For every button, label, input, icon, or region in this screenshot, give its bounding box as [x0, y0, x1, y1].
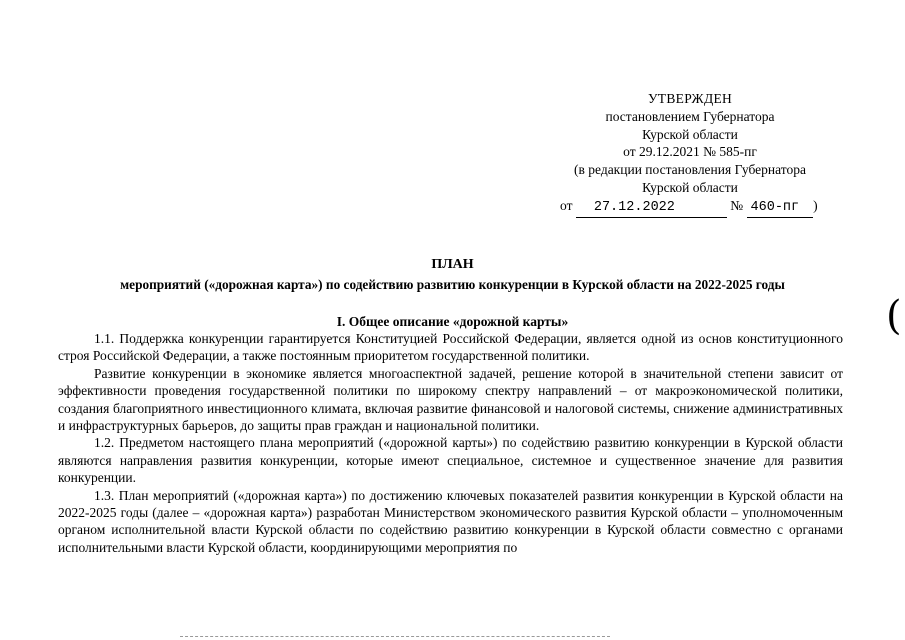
scan-artifact-line: [180, 636, 610, 638]
approval-block: [520, 90, 860, 218]
paragraph-1-2: 1.2. Предметом настоящего плана мероприятий («дорожной карты») по содействию развитию конкуренции в Курской области являются направления развития конкуренции, которые имеют специальное, системное и существенное значение для развития конкуренции.: [58, 435, 843, 486]
approval-line-3: от 29.12.2021 № 585-пг: [623, 144, 757, 160]
margin-bracket-mark: (: [886, 293, 902, 339]
approval-title: УТВЕРЖДЕН: [647, 91, 733, 106]
paragraph-1-3: 1.3. План мероприятий («дорожная карта») по достижению ключевых показателей развития конкуренции в Курской области на 2022-2025 годы (далее – «дорожная карта») разработан Министерством экономического развития Курской области – уполномоченным органом исполнительной власти Курской области по содействию развитию конкуренции в Курской области совместно с органами исполнительными власти Курской области, координирующими мероприятия по: [58, 487, 843, 555]
amendment-date: 27.12.2022: [576, 199, 727, 218]
section-heading: I. Общее описание «дорожной карты»: [336, 314, 569, 329]
amendment-line: [560, 197, 860, 218]
approval-line-2: Курской области: [642, 126, 738, 142]
amendment-number-sign: №: [730, 197, 744, 213]
section-body: [58, 330, 843, 556]
plan-subtitle: мероприятий («дорожная карта») по содействию развитию конкуренции в Курской области на 2022-2025 годы: [120, 277, 785, 292]
approval-line-1: постановлением Губернатора: [605, 108, 775, 124]
amendment-number: 460-пг: [747, 199, 814, 218]
plan-title: ПЛАН: [431, 257, 474, 272]
amendment-close-paren: ): [813, 197, 818, 213]
approval-line-5: Курской области: [642, 179, 738, 195]
paragraph-competition: Развитие конкуренции в экономике является многоаспектной задачей, решение которой в значительной степени зависит от эффективности проведения государственной политики по широкому спектру направлений – от макроэкономической политики, создания благоприятного инвестиционного климата, включая развитие финансовой и налоговой системы, снижение административных и инфраструктурных барьеров, до защиты прав граждан и национальной политики.: [58, 365, 843, 434]
amendment-prefix: от: [560, 197, 573, 213]
approval-line-4: (в редакции постановления Губернатора: [574, 162, 806, 178]
paragraph-1-1: 1.1. Поддержка конкуренции гарантируется Конституцией Российской Федерации, является одной из основ конституционного строя Российской Федерации, а также постоянным приоритетом государственной политики.: [58, 331, 843, 364]
